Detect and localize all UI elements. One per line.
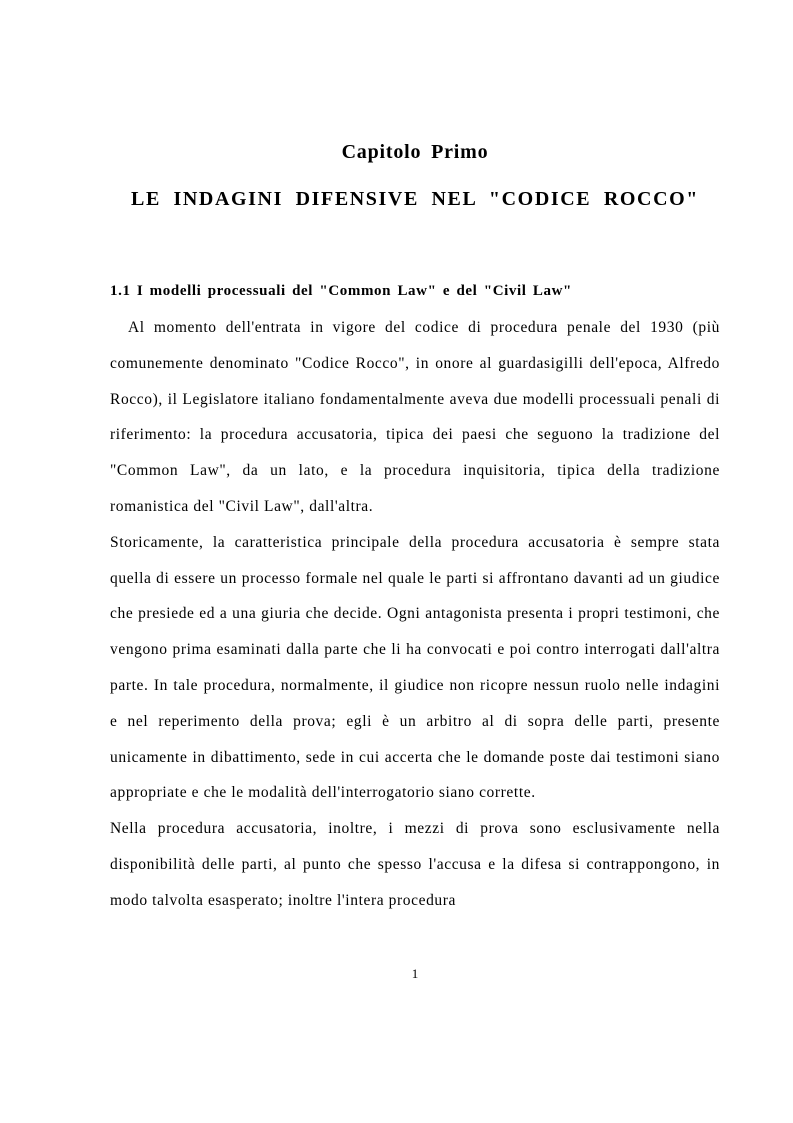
paragraph: Al momento dell'entrata in vigore del codice di procedura penale del 1930 (più comunemente denominato "Codice Rocco", in onore al guardasigilli dell'epoca, Alfredo Rocco), il Legislatore italiano fondamentalmente aveva due modelli processuali penali di riferimento: la procedura accusatoria, tipica dei paesi che seguono la tradizione del "Common Law", da un lato, e la procedura inquisitoria, tipica della tradizione romanistica del "Civil Law", dall'altra. (110, 319, 720, 515)
chapter-subtitle: LE INDAGINI DIFENSIVE NEL "CODICE ROCCO" (131, 188, 699, 210)
body-text (110, 310, 720, 919)
paragraph: Storicamente, la caratteristica principale della procedura accusatoria è sempre stata quella di essere un processo formale nel quale le parti si affrontano davanti ad un giudice che presiede ed a una giuria che decide. Ogni antagonista presenta i propri testimoni, che vengono prima esaminati dalla parte che li ha convocati e poi contro interrogati dall'altra parte. In tale procedura, normalmente, il giudice non ricopre nessun ruolo nelle indagini e nel reperimento della prova; egli è un arbitro al di sopra delle parti, presente unicamente in dibattimento, sede in cui accerta che le domande poste dai testimoni siano appropriate e che le modalità dell'interrogatorio siano corrette. (110, 533, 720, 802)
section-heading: 1.1 I modelli processuali del "Common Law" e del "Civil Law" (110, 283, 572, 299)
chapter-title: Capitolo Primo (341, 141, 489, 163)
page-number: 1 (411, 966, 419, 981)
paragraph: Nella procedura accusatoria, inoltre, i mezzi di prova sono esclusivamente nella disponibilità delle parti, al punto che spesso l'accusa e la difesa si contrappongono, in modo talvolta esasperato; inoltre l'intera procedura (110, 820, 720, 909)
